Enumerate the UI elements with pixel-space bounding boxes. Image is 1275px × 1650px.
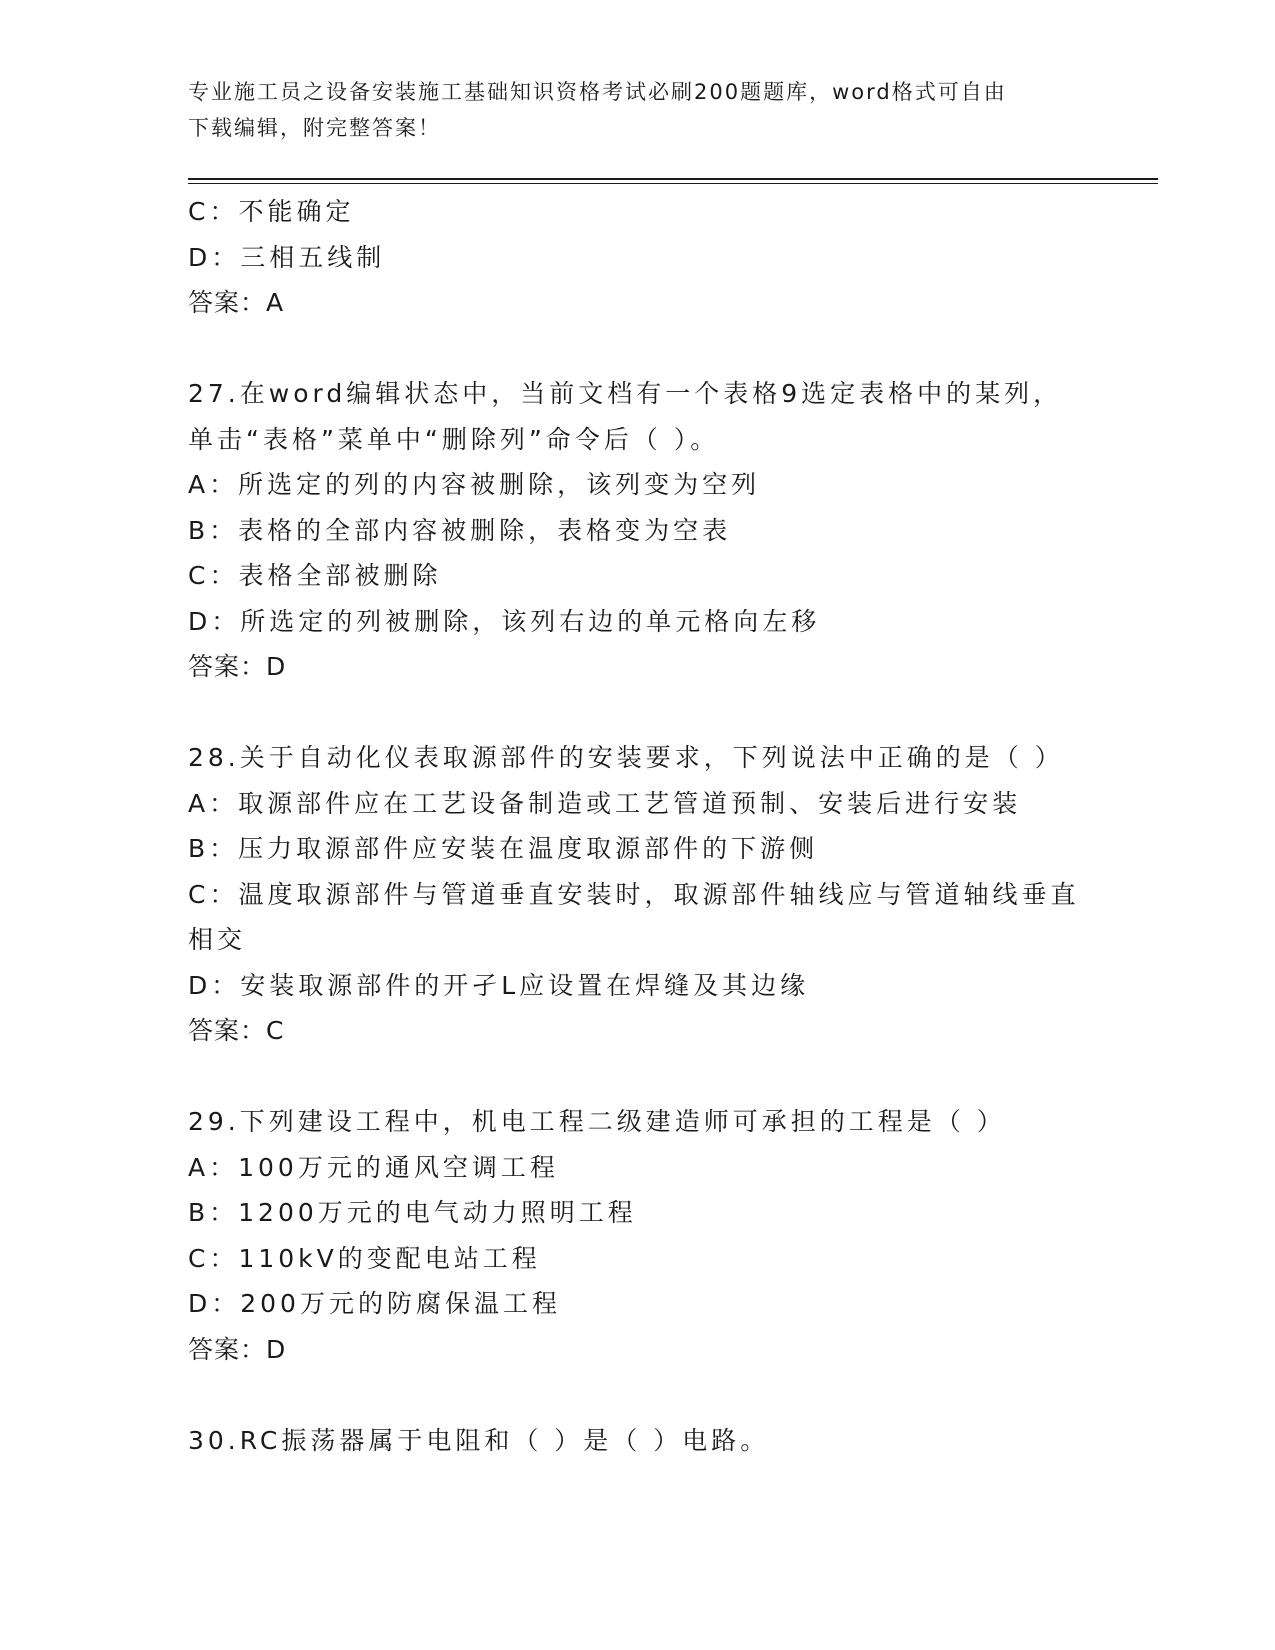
answer-line: 答案：D	[188, 652, 287, 681]
option-b: B：表格的全部内容被删除，表格变为空表	[188, 515, 732, 545]
question-30	[188, 1418, 1088, 1464]
question-27	[188, 371, 1088, 690]
header-rule-thin	[188, 183, 1158, 184]
question-stem: 30.RC振荡器属于电阻和（ ）是（ ）电路。	[188, 1425, 770, 1455]
spacer	[188, 326, 1088, 372]
question-stem-continued: 单击“表格”菜单中“删除列”命令后（ ）。	[188, 424, 720, 454]
document-header	[188, 74, 1068, 146]
option-d: D：200万元的防腐保温工程	[188, 1289, 561, 1318]
question-28	[188, 735, 1088, 1054]
answer-line: 答案：C	[188, 1016, 285, 1045]
option-c: C：表格全部被删除	[188, 561, 442, 590]
question-list	[188, 189, 1088, 1463]
option-d: D：安装取源部件的开孑L应设置在焊缝及其边缘	[188, 970, 810, 1000]
option-c-continued: 相交	[188, 925, 247, 954]
question-stem: 27.在word编辑状态中，当前文档有一个表格9选定表格中的某列，	[188, 379, 1063, 408]
header-rule-thick	[188, 178, 1158, 180]
option-b: B：1200万元的电气动力照明工程	[188, 1198, 637, 1227]
option-d: D：三相五线制	[188, 242, 386, 272]
question-stem: 29.下列建设工程中，机电工程二级建造师可承担的工程是（ ）	[188, 1107, 1006, 1136]
header-line-1: 专业施工员之设备安装施工基础知识资格考试必刷200题题库，word格式可自由	[188, 80, 1007, 104]
header-line-2: 下载编辑，附完整答案！	[188, 116, 441, 140]
question-stem: 28.关于自动化仪表取源部件的安装要求，下列说法中正确的是（ ）	[188, 743, 1064, 772]
question-26	[188, 189, 1088, 326]
option-d: D：所选定的列被删除，该列右边的单元格向左移	[188, 606, 821, 636]
spacer	[188, 1372, 1088, 1418]
option-c: C：温度取源部件与管道垂直安装时，取源部件轴线应与管道轴线垂直	[188, 879, 1080, 909]
option-a: A：100万元的通风空调工程	[188, 1152, 559, 1182]
spacer	[188, 690, 1088, 736]
option-c: C：110kV的变配电站工程	[188, 1243, 541, 1273]
spacer	[188, 1054, 1088, 1100]
answer-line: 答案：D	[188, 1334, 287, 1364]
option-a: A：所选定的列的内容被删除，该列变为空列	[188, 470, 761, 499]
answer-line: 答案：A	[188, 288, 285, 317]
question-29	[188, 1099, 1088, 1372]
option-a: A：取源部件应在工艺设备制造或工艺管道预制、安装后进行安装	[188, 788, 1022, 818]
option-c: C：不能确定	[188, 197, 355, 226]
option-b: B：压力取源部件应安装在温度取源部件的下游侧	[188, 834, 819, 863]
